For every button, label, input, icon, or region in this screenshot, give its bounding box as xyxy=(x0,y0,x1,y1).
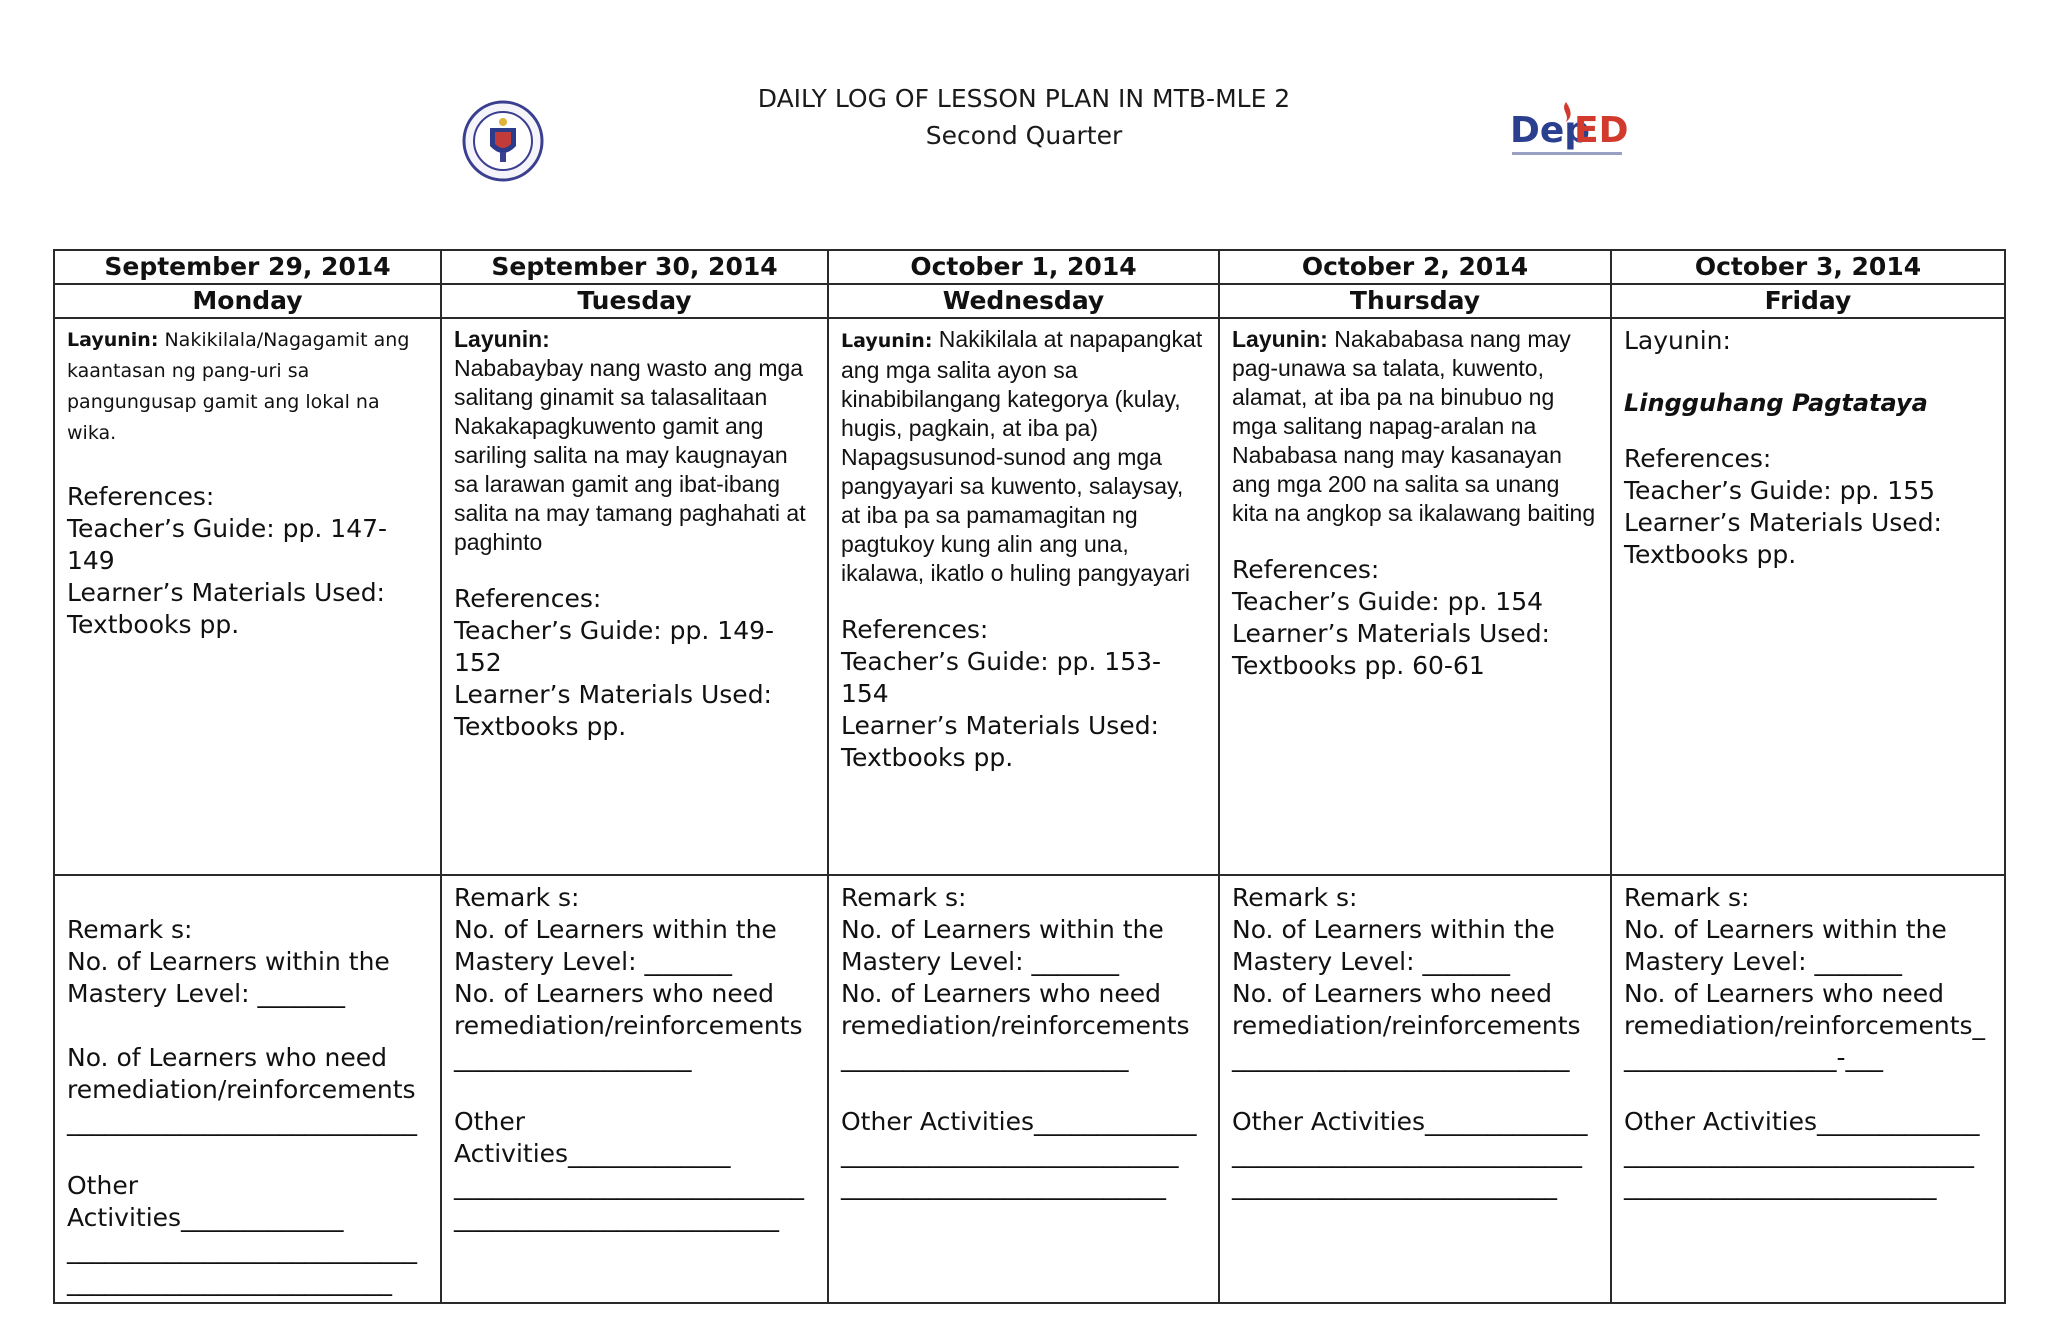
date-friday: October 3, 2014 xyxy=(1611,250,2005,284)
day-monday: Monday xyxy=(54,284,441,318)
page-header xyxy=(0,0,2048,200)
textbooks: Textbooks pp. xyxy=(454,712,627,741)
remarks-text: Remark s: No. of Learners within the Mastery Level: _______ No. of Learners who need remediation/reinforcements_ _________________-___ Other Activities_____________ ____________________________ _________________________ xyxy=(1624,883,1986,1200)
learners-materials: Learner’s Materials Used: xyxy=(1624,508,1942,537)
remarks-cell-wednesday xyxy=(828,875,1219,1303)
textbooks: Textbooks pp. xyxy=(67,610,240,639)
date-tuesday: September 30, 2014 xyxy=(441,250,828,284)
references-label: References: xyxy=(67,482,215,511)
day-tuesday: Tuesday xyxy=(441,284,828,318)
layunin-text: Nakikilala at napapangkat ang mga salita ayon sa kinabibilangang kategorya (kulay, hugis, pagkain, at iba pa) Napagsusunod-sunod ang mga pangyayari sa kuwento, salaysay, at iba pa sa pamamagitan ng pagtukoy kung alin ang una, ikalawa, ikatlo o huling pangyayari xyxy=(841,326,1203,586)
layunin-text: Nakikilala/Nagagamit ang kaantasan ng pang-uri sa pangungusap gamit ang lokal na wika. xyxy=(67,329,410,444)
lesson-plan-table xyxy=(53,249,2006,1304)
objectives-cell-tuesday xyxy=(441,318,828,875)
date-row xyxy=(54,250,2005,284)
day-row xyxy=(54,284,2005,318)
day-thursday: Thursday xyxy=(1219,284,1611,318)
objectives-cell-friday xyxy=(1611,318,2005,875)
learners-materials: Learner’s Materials Used: xyxy=(454,680,772,709)
remarks-row xyxy=(54,875,2005,1303)
layunin-block xyxy=(841,325,1206,588)
layunin-text: Nababaybay nang wasto ang mga salitang ginamit sa talasalitaan Nakakapagkuwento gamit ang sariling salita na may kaugnayan sa larawan gamit ang ibat-ibang salita na may tamang paghahati at paghinto xyxy=(454,355,806,555)
layunin-label: Layunin: xyxy=(454,326,550,352)
deped-logo-icon xyxy=(1508,98,1628,162)
teachers-guide: Teacher’s Guide: pp. 147-149 xyxy=(67,514,388,575)
remarks-cell-monday xyxy=(54,875,441,1303)
objectives-cell-wednesday xyxy=(828,318,1219,875)
layunin-label: Layunin: xyxy=(1232,326,1328,352)
remarks-text: Remark s: No. of Learners within the Mastery Level: _______ No. of Learners who need remediation/reinforcements ____________________________ Other Activities_____________ ____________________________ __________________________ xyxy=(67,915,417,1296)
remarks-cell-tuesday xyxy=(441,875,828,1303)
textbooks: Textbooks pp. xyxy=(1624,540,1797,569)
remarks-text: Remark s: No. of Learners within the Mastery Level: _______ No. of Learners who need remediation/reinforcements ___________________________ Other Activities_____________ ____________________________ __________________________ xyxy=(1232,883,1588,1200)
textbooks: Textbooks pp. 60-61 xyxy=(1232,651,1485,680)
layunin-block xyxy=(67,325,428,449)
layunin-label: Layunin: xyxy=(1624,326,1731,355)
textbooks: Textbooks pp. xyxy=(841,743,1014,772)
remarks-text: Remark s: No. of Learners within the Mastery Level: _______ No. of Learners who need remediation/reinforcements _______________________ Other Activities_____________ ___________________________ __________________________ xyxy=(841,883,1197,1200)
learners-materials: Learner’s Materials Used: xyxy=(67,578,385,607)
layunin-label: Layunin: xyxy=(841,330,933,352)
date-monday: September 29, 2014 xyxy=(54,250,441,284)
layunin-text: Nakababasa nang may pag-unawa sa talata, kuwento, alamat, at iba pa na binubuo ng mga salitang napag-aralan na Nababasa nang may kasanayan ang mga 200 na salita sa unang kita na angkop sa ikalawang baiting xyxy=(1232,326,1596,526)
references-label: References: xyxy=(1232,555,1380,584)
objectives-cell-monday xyxy=(54,318,441,875)
learners-materials: Learner’s Materials Used: xyxy=(1232,619,1550,648)
references-label: References: xyxy=(454,584,602,613)
objectives-row xyxy=(54,318,2005,875)
svg-text:Dep: Dep xyxy=(1510,110,1591,151)
objectives-cell-thursday xyxy=(1219,318,1611,875)
teachers-guide: Teacher’s Guide: pp. 154 xyxy=(1232,587,1544,616)
teachers-guide: Teacher’s Guide: pp. 149-152 xyxy=(454,616,775,677)
learners-materials: Learner’s Materials Used: xyxy=(841,711,1159,740)
date-wednesday: October 1, 2014 xyxy=(828,250,1219,284)
teachers-guide: Teacher’s Guide: pp. 153-154 xyxy=(841,647,1162,708)
remarks-text: Remark s: No. of Learners within the Mastery Level: _______ No. of Learners who need remediation/reinforcements ___________________ Other Activities_____________ ____________________________ __________________________ xyxy=(454,883,804,1232)
svg-text:ED: ED xyxy=(1574,110,1628,151)
remarks-cell-friday xyxy=(1611,875,2005,1303)
teachers-guide: Teacher’s Guide: pp. 155 xyxy=(1624,476,1936,505)
lingguhang-pagtataya: Lingguhang Pagtataya xyxy=(1624,389,1928,417)
remarks-cell-thursday xyxy=(1219,875,1611,1303)
page-subtitle: Second Quarter xyxy=(925,121,1123,150)
references-label: References: xyxy=(1624,444,1772,473)
layunin-block xyxy=(1232,325,1598,528)
references-label: References: xyxy=(841,615,989,644)
page-title: DAILY LOG OF LESSON PLAN IN MTB-MLE 2 xyxy=(757,84,1291,113)
layunin-label: Layunin: xyxy=(67,329,159,351)
day-wednesday: Wednesday xyxy=(828,284,1219,318)
date-thursday: October 2, 2014 xyxy=(1219,250,1611,284)
day-friday: Friday xyxy=(1611,284,2005,318)
